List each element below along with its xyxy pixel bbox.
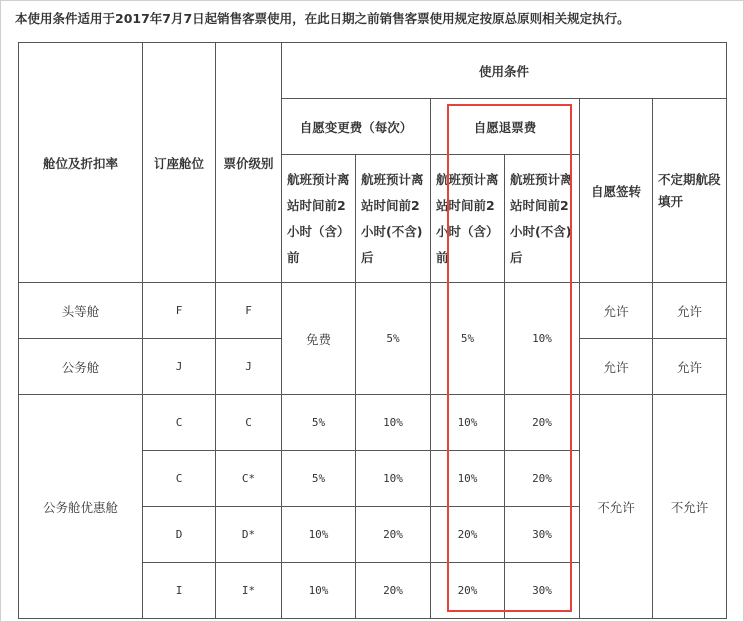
refund-before-cell: 20% <box>431 507 505 563</box>
open-segment-cell: 允许 <box>653 339 727 395</box>
change-before-cell: 免费 <box>282 283 356 395</box>
header-fare-level: 票价级别 <box>216 43 282 283</box>
cabin-cell: 公务舱优惠舱 <box>19 395 143 619</box>
fare-cell: I* <box>216 563 282 619</box>
change-before-cell: 5% <box>282 451 356 507</box>
refund-before-cell: 10% <box>431 451 505 507</box>
class-cell: C <box>143 451 216 507</box>
change-after-cell: 20% <box>356 563 431 619</box>
refund-after-cell: 20% <box>505 395 580 451</box>
header-booking-class: 订座舱位 <box>143 43 216 283</box>
header-cabin-discount: 舱位及折扣率 <box>19 43 143 283</box>
change-after-cell: 5% <box>356 283 431 395</box>
change-before-cell: 5% <box>282 395 356 451</box>
refund-after-cell: 30% <box>505 563 580 619</box>
refund-after-cell: 20% <box>505 451 580 507</box>
fare-cell: C* <box>216 451 282 507</box>
fare-cell: F <box>216 283 282 339</box>
class-cell: F <box>143 283 216 339</box>
class-cell: C <box>143 395 216 451</box>
change-after-cell: 10% <box>356 451 431 507</box>
refund-after-cell: 10% <box>505 283 580 395</box>
header-voluntary-endorse: 自愿签转 <box>580 99 653 283</box>
fare-cell: D* <box>216 507 282 563</box>
endorse-cell: 不允许 <box>580 395 653 619</box>
header-refund-after: 航班预计离站时间前2小时(不含)后 <box>505 155 580 283</box>
fare-conditions-table <box>18 42 727 619</box>
class-cell: J <box>143 339 216 395</box>
endorse-cell: 允许 <box>580 339 653 395</box>
refund-before-cell: 5% <box>431 283 505 395</box>
cabin-cell: 头等舱 <box>19 283 143 339</box>
open-segment-cell: 允许 <box>653 283 727 339</box>
header-refund-before: 航班预计离站时间前2小时（含）前 <box>431 155 505 283</box>
endorse-cell: 允许 <box>580 283 653 339</box>
class-cell: I <box>143 563 216 619</box>
change-after-cell: 20% <box>356 507 431 563</box>
class-cell: D <box>143 507 216 563</box>
header-usage-conditions: 使用条件 <box>282 43 727 99</box>
change-before-cell: 10% <box>282 507 356 563</box>
change-before-cell: 10% <box>282 563 356 619</box>
refund-after-cell: 30% <box>505 507 580 563</box>
header-voluntary-refund: 自愿退票费 <box>431 99 580 155</box>
header-change-after: 航班预计离站时间前2小时(不含)后 <box>356 155 431 283</box>
refund-before-cell: 20% <box>431 563 505 619</box>
table-row <box>19 283 727 339</box>
open-segment-cell: 不允许 <box>653 395 727 619</box>
fare-cell: C <box>216 395 282 451</box>
header-change-before: 航班预计离站时间前2小时（含）前 <box>282 155 356 283</box>
header-voluntary-change: 自愿变更费（每次） <box>282 99 431 155</box>
header-open-segment: 不定期航段填开 <box>653 99 727 283</box>
change-after-cell: 10% <box>356 395 431 451</box>
cabin-cell: 公务舱 <box>19 339 143 395</box>
table-row <box>19 395 727 451</box>
usage-note: 本使用条件适用于2017年7月7日起销售客票使用，在此日期之前销售客票使用规定按原总原则相关规定执行。 <box>15 11 630 26</box>
refund-before-cell: 10% <box>431 395 505 451</box>
fare-cell: J <box>216 339 282 395</box>
